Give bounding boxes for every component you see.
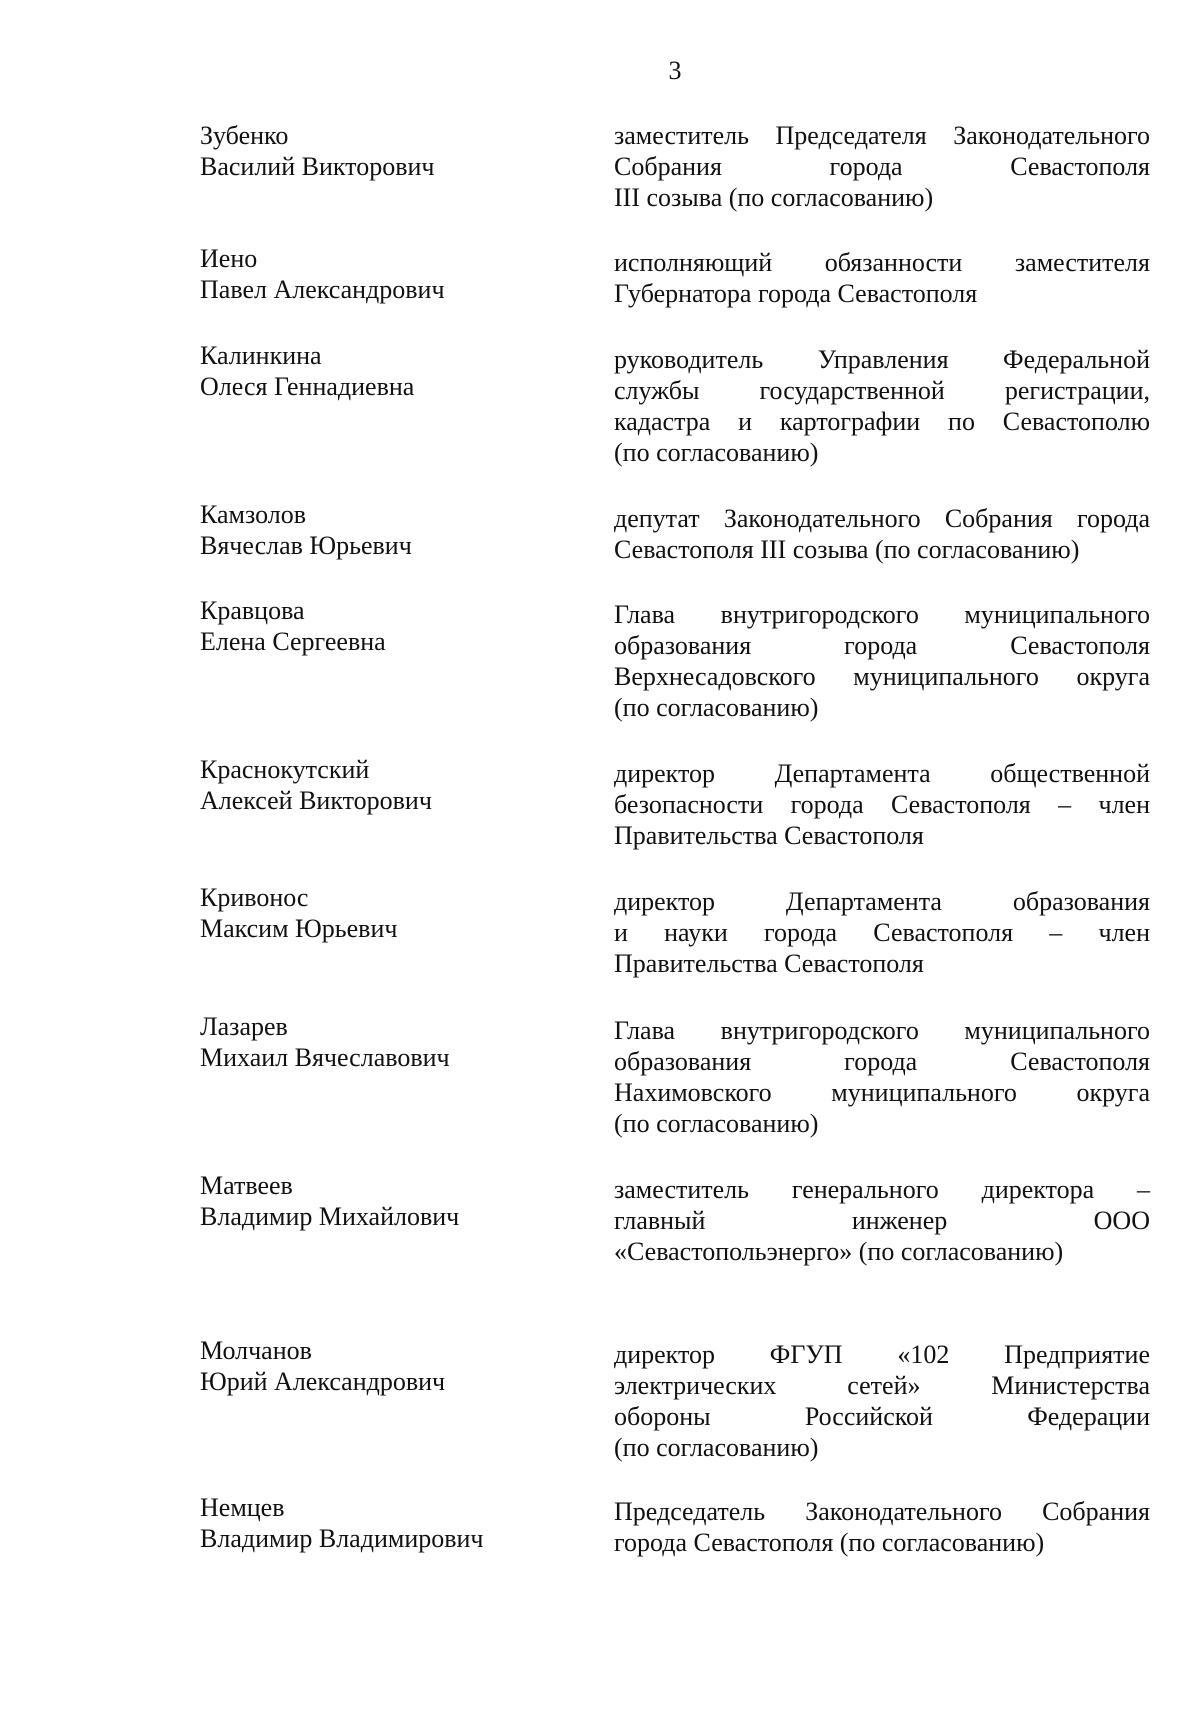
position-line: электрических сетей» Министерства — [614, 1371, 1150, 1400]
position-line: Председатель Законодательного Собрания — [614, 1497, 1150, 1526]
position-line: заместитель Председателя Законодательного — [614, 121, 1150, 150]
position-line: обороны Российской Федерации — [614, 1402, 1150, 1431]
position-line: Правительства Севастополя — [614, 949, 924, 978]
position-line: и науки города Севастополя – член — [614, 918, 1150, 947]
position-line: директор ФГУП «102 Предприятие — [614, 1340, 1150, 1369]
member-given-names: Василий Викторович — [200, 152, 435, 181]
position-line: Глава внутригородского муниципального — [614, 600, 1150, 629]
member-position — [614, 344, 1150, 468]
position-line: Правительства Севастополя — [614, 821, 924, 850]
position-line: службы государственной регистрации, — [614, 376, 1150, 405]
position-line: кадастра и картографии по Севастополю — [614, 407, 1150, 436]
member-position — [614, 599, 1150, 723]
member-name — [200, 754, 560, 816]
member-surname: Матвеев — [200, 1171, 293, 1200]
member-surname: Лазарев — [200, 1012, 288, 1041]
member-surname: Зубенко — [200, 121, 289, 150]
position-line: «Севастопольэнерго» (по согласованию) — [614, 1237, 1064, 1266]
member-given-names: Юрий Александрович — [200, 1367, 446, 1396]
position-line: образования города Севастополя — [614, 631, 1150, 660]
member-given-names: Павел Александрович — [200, 275, 445, 304]
member-name — [200, 882, 560, 944]
position-line: исполняющий обязанности заместителя — [614, 248, 1150, 277]
position-line: города Севастополя (по согласованию) — [614, 1528, 1045, 1557]
member-name — [200, 340, 560, 402]
member-position — [614, 120, 1150, 213]
position-line: (по согласованию) — [614, 693, 819, 722]
position-line: (по согласованию) — [614, 1109, 819, 1138]
member-surname: Камзолов — [200, 500, 307, 529]
member-given-names: Алексей Викторович — [200, 786, 432, 815]
position-line: Севастополя III созыва (по согласованию) — [614, 535, 1080, 564]
member-name — [200, 120, 560, 182]
member-position — [614, 1174, 1150, 1267]
member-given-names: Елена Сергеевна — [200, 627, 386, 656]
member-position — [614, 503, 1150, 565]
member-given-names: Владимир Владимирович — [200, 1524, 484, 1553]
position-line: директор Департамента общественной — [614, 759, 1150, 788]
member-position — [614, 1339, 1150, 1463]
member-position — [614, 1496, 1150, 1558]
position-line: III созыва (по согласованию) — [614, 183, 934, 212]
position-line: (по согласованию) — [614, 1433, 819, 1462]
position-line: Собрания города Севастополя — [614, 152, 1150, 181]
member-position — [614, 758, 1150, 851]
member-surname: Кривонос — [200, 883, 309, 912]
position-line: (по согласованию) — [614, 438, 819, 467]
member-surname: Немцев — [200, 1493, 285, 1522]
member-surname: Калинкина — [200, 341, 322, 370]
member-position — [614, 247, 1150, 309]
position-line: образования города Севастополя — [614, 1047, 1150, 1076]
member-surname: Кравцова — [200, 596, 305, 625]
member-name — [200, 1335, 560, 1397]
position-line: Глава внутригородского муниципального — [614, 1016, 1150, 1045]
member-name — [200, 243, 560, 305]
member-name — [200, 1011, 560, 1073]
member-name — [200, 1492, 560, 1554]
member-surname: Молчанов — [200, 1336, 312, 1365]
position-line: главный инженер ООО — [614, 1206, 1150, 1235]
position-line: заместитель генерального директора – — [614, 1175, 1150, 1204]
member-given-names: Михаил Вячеславович — [200, 1043, 450, 1072]
position-line: Верхнесадовского муниципального округа — [614, 662, 1150, 691]
member-name — [200, 595, 560, 657]
member-given-names: Вячеслав Юрьевич — [200, 531, 412, 560]
member-given-names: Владимир Михайлович — [200, 1202, 460, 1231]
member-name — [200, 499, 560, 561]
position-line: Нахимовского муниципального округа — [614, 1078, 1150, 1107]
page-number: 3 — [668, 56, 682, 85]
member-given-names: Олеся Геннадиевна — [200, 372, 415, 401]
member-position — [614, 886, 1150, 979]
position-line: директор Департамента образования — [614, 887, 1150, 916]
member-surname: Краснокутский — [200, 755, 370, 784]
position-line: депутат Законодательного Собрания города — [614, 504, 1150, 533]
position-line: Губернатора города Севастополя — [614, 279, 978, 308]
member-surname: Иено — [200, 244, 258, 273]
member-position — [614, 1015, 1150, 1139]
position-line: безопасности города Севастополя – член — [614, 790, 1150, 819]
member-name — [200, 1170, 560, 1232]
member-given-names: Максим Юрьевич — [200, 914, 398, 943]
position-line: руководитель Управления Федеральной — [614, 345, 1150, 374]
